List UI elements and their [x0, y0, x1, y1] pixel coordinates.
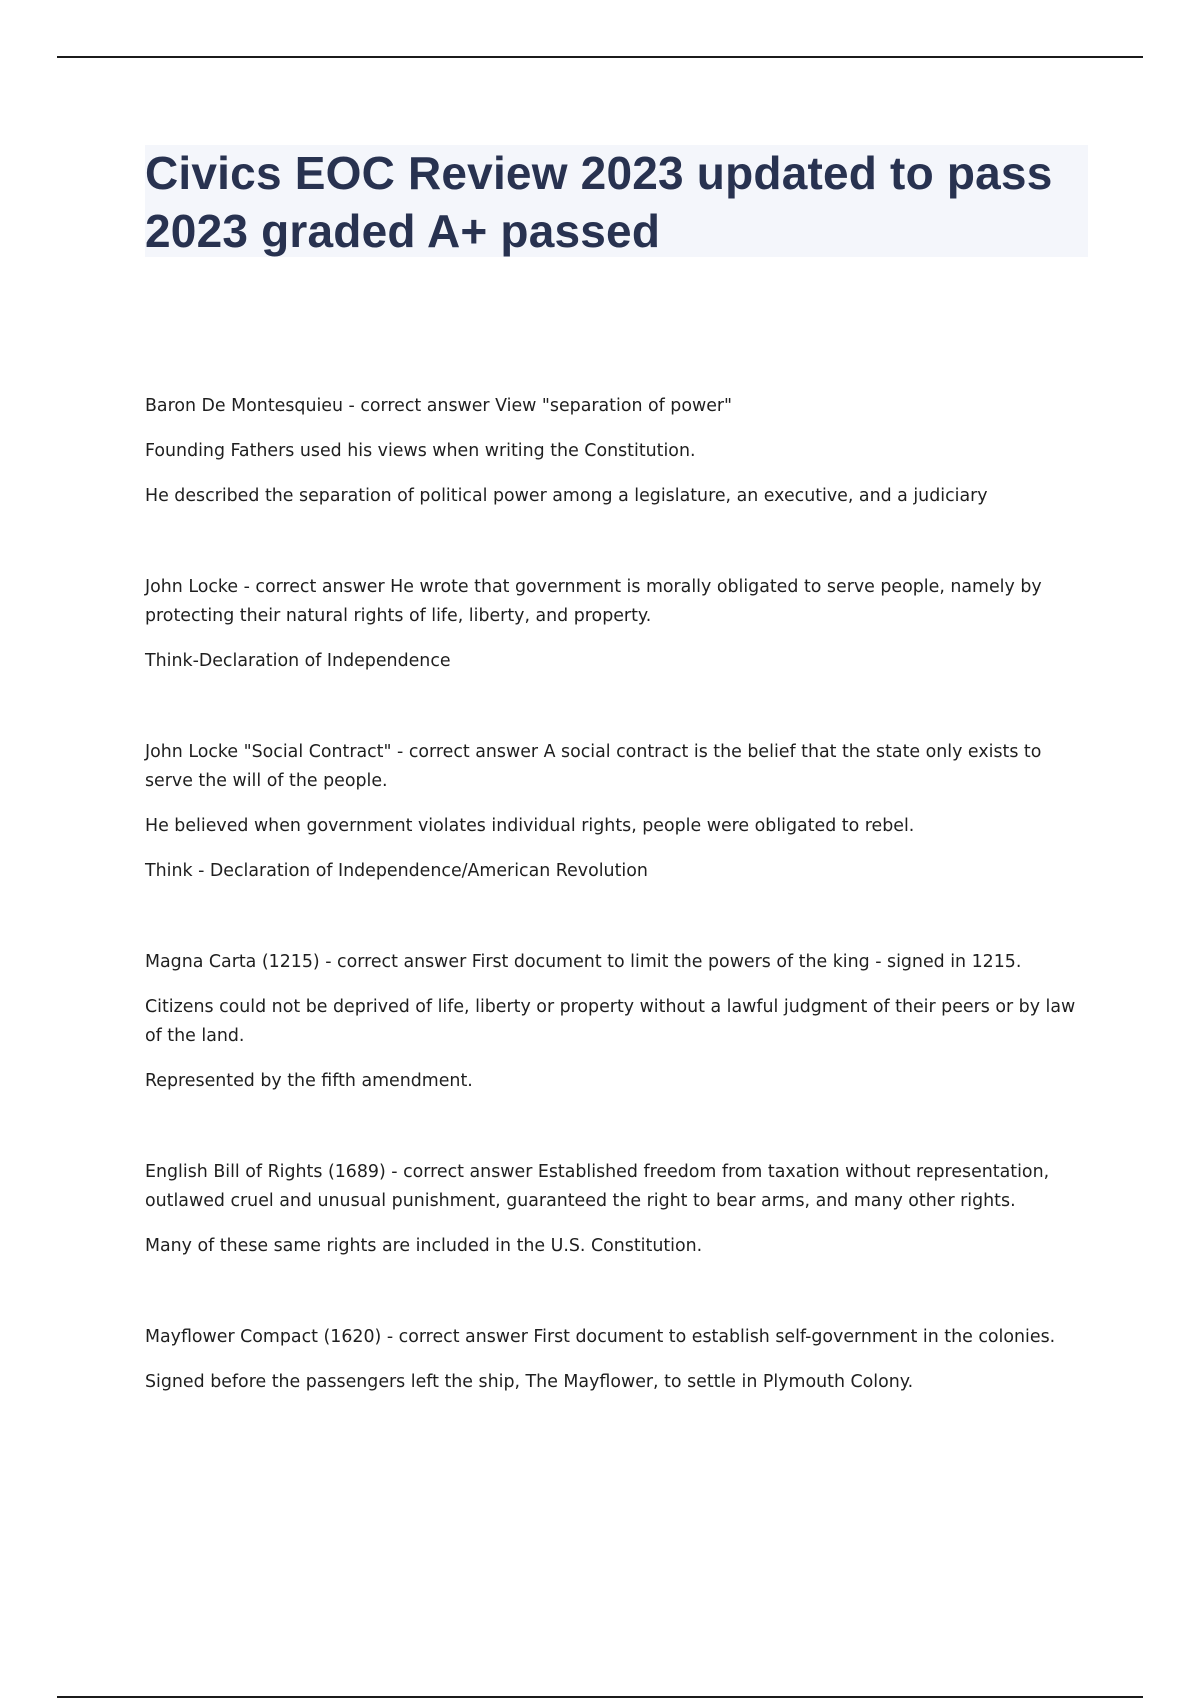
entry-mayflower-compact — [145, 1323, 1090, 1397]
entry-john-locke — [145, 573, 1090, 676]
entry-paragraph: Magna Carta (1215) - correct answer First document to limit the powers of the king - signed in 1215. — [145, 952, 1022, 972]
top-divider — [57, 56, 1143, 58]
entry-english-bill-of-rights — [145, 1158, 1090, 1261]
entry-paragraph: He described the separation of political power among a legislature, an executive, and a judiciary — [145, 486, 988, 506]
entry-paragraph: Baron De Montesquieu - correct answer View "separation of power" — [145, 396, 733, 416]
entry-montesquieu — [145, 392, 1090, 511]
entry-paragraph: English Bill of Rights (1689) - correct answer Established freedom from taxation without representation, outlawed cruel and unusual punishment, guaranteed the right to bear arms, and many other rights. — [145, 1162, 1050, 1211]
document-body — [145, 392, 1090, 1459]
entry-paragraph: Think - Declaration of Independence/American Revolution — [145, 861, 648, 881]
entry-paragraph: John Locke - correct answer He wrote that government is morally obligated to serve people, namely by protecting their natural rights of life, liberty, and property. — [145, 577, 1042, 626]
entry-paragraph: John Locke "Social Contract" - correct answer A social contract is the belief that the state only exists to serve the will of the people. — [145, 742, 1042, 791]
entry-paragraph: Think-Declaration of Independence — [145, 651, 451, 671]
entry-paragraph: Signed before the passengers left the ship, The Mayflower, to settle in Plymouth Colony. — [145, 1372, 914, 1392]
page-title: Civics EOC Review 2023 updated to pass 2023 graded A+ passed — [145, 147, 1053, 257]
entry-social-contract — [145, 738, 1090, 886]
entry-paragraph: He believed when government violates individual rights, people were obligated to rebel. — [145, 816, 915, 836]
entry-magna-carta — [145, 948, 1090, 1096]
entry-paragraph: Citizens could not be deprived of life, liberty or property without a lawful judgment of their peers or by law of the land. — [145, 997, 1076, 1046]
entry-paragraph: Many of these same rights are included in the U.S. Constitution. — [145, 1236, 703, 1256]
entry-paragraph: Represented by the fifth amendment. — [145, 1071, 473, 1091]
bottom-divider — [57, 1696, 1143, 1698]
entry-paragraph: Mayflower Compact (1620) - correct answer First document to establish self-government in the colonies. — [145, 1327, 1056, 1347]
entry-paragraph: Founding Fathers used his views when writing the Constitution. — [145, 441, 696, 461]
